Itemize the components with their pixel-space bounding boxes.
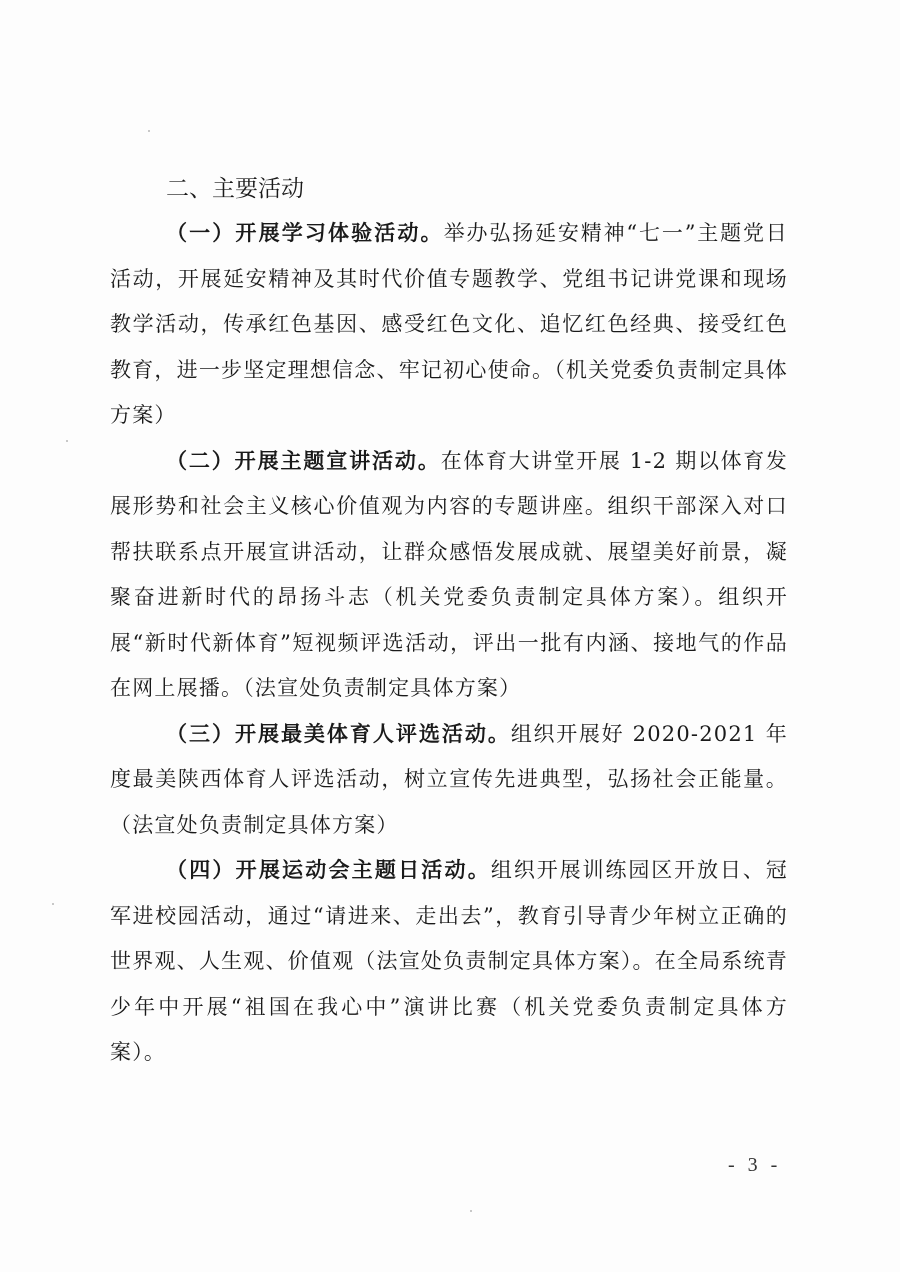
paragraph-lead: （一）开展学习体验活动。 bbox=[166, 221, 444, 245]
scan-speck bbox=[66, 440, 68, 442]
section-heading: 二、主要活动 bbox=[166, 176, 304, 202]
paragraph-best-sports-person bbox=[110, 712, 788, 849]
paragraph-body: 举办弘扬延安精神“七一”主题党日活动，开展延安精神及其时代价值专题教学、党组书记讲党课和现场教学活动，传承红色基因、感受红色文化、追忆红色经典、接受红色教育，进一步坚定理想信念、牢记初心使命。（机关党委负责制定具体方案） bbox=[110, 221, 789, 427]
scan-speck bbox=[52, 903, 54, 905]
paragraph-body: 组织开展训练园区开放日、冠军进校园活动，通过“请进来、走出去”，教育引导青少年树立正确的世界观、人生观、价值观（法宣处负责制定具体方案）。在全局系统青少年中开展“祖国在我心中”演讲比赛（机关党委负责制定具体方案）。 bbox=[110, 858, 788, 1064]
scan-speck bbox=[148, 130, 150, 132]
paragraph-lead: （二）开展主题宣讲活动。 bbox=[166, 448, 441, 473]
paragraph-body: 在体育大讲堂开展 1-2 期以体育发展形势和社会主义核心价值观为内容的专题讲座。组织干部深入对口帮扶联系点开展宣讲活动，让群众感悟发展成就、展望美好前景，凝聚奋进新时代的昂扬斗志（机关党委负责制定具体方案）。组织开展“新时代新体育”短视频评选活动，评出一批有内涵、接地气的作品在网上展播。（法宣处负责制定具体方案） bbox=[110, 448, 788, 700]
paragraph-learning-experience bbox=[110, 211, 788, 439]
scan-speck bbox=[470, 1210, 472, 1212]
paragraph-sports-theme-day bbox=[110, 848, 788, 1076]
paragraph-lead: （四）开展运动会主题日活动。 bbox=[166, 858, 491, 882]
paragraph-theme-lecture bbox=[110, 439, 788, 712]
paragraph-body: 组织开展好 2020-2021 年度最美陕西体育人评选活动，树立宣传先进典型，弘扬社会正能量。（法宣处负责制定具体方案） bbox=[110, 721, 789, 837]
page-number: - 3 - bbox=[728, 1154, 782, 1176]
document-body bbox=[110, 168, 788, 1076]
paragraph-lead: （三）开展最美体育人评选活动。 bbox=[166, 721, 511, 746]
